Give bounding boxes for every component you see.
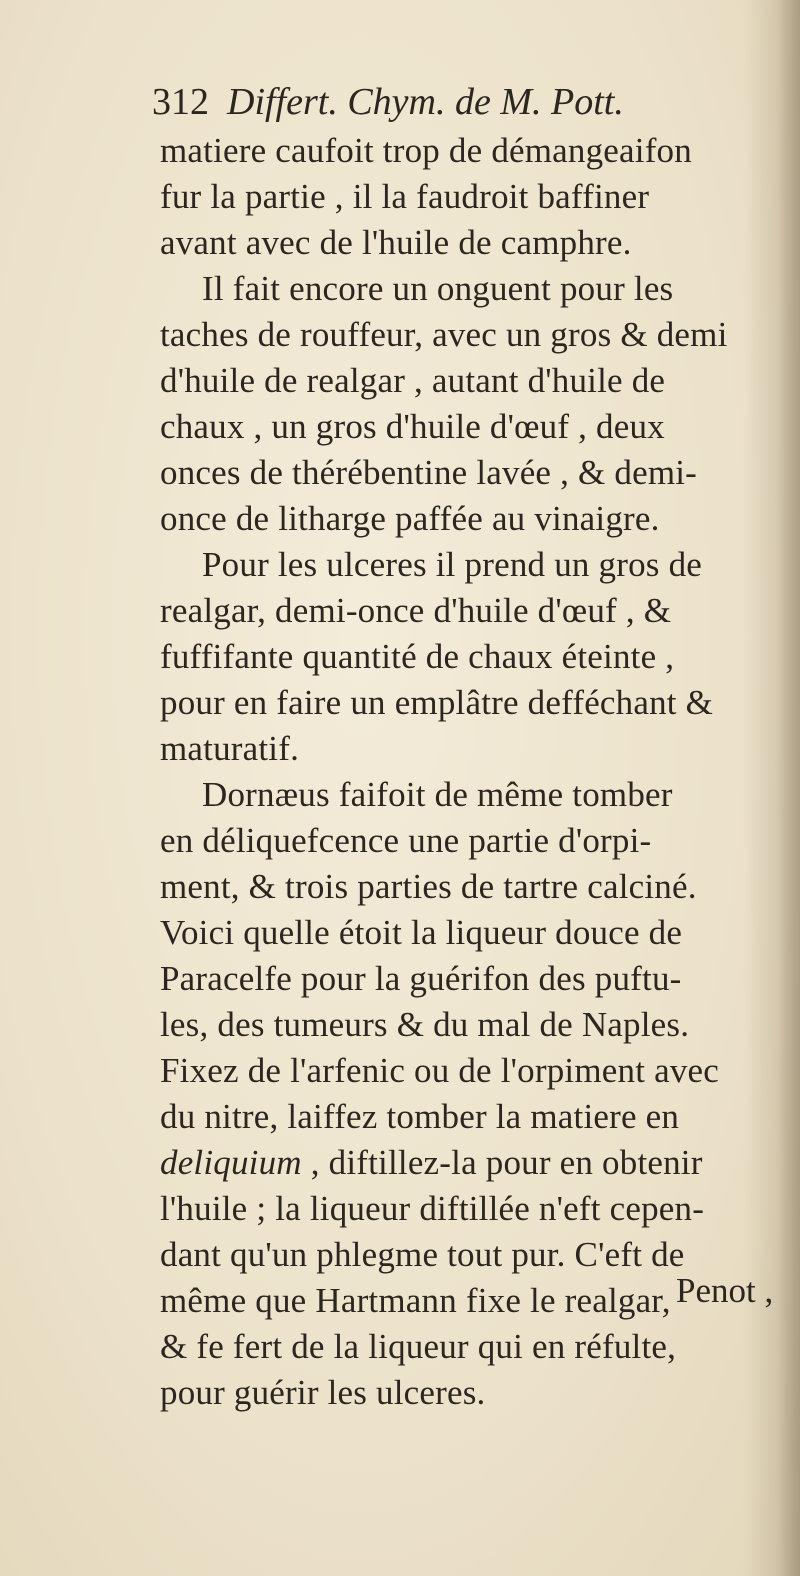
text-line: du nitre, laiffez tomber la matiere en bbox=[160, 1097, 680, 1136]
text-line: realgar, demi-once d'huile d'œuf , & bbox=[160, 591, 672, 630]
text-line: onces de thérébentine lavée , & demi- bbox=[160, 453, 698, 492]
text-line: les, des tumeurs & du mal de Naples. bbox=[160, 1005, 690, 1044]
text-line: Paracelfe pour la guérifon des puftu- bbox=[160, 959, 682, 998]
text-line: pour guérir les ulceres. bbox=[160, 1373, 486, 1412]
text-line: en déliquefcence une partie d'orpi- bbox=[160, 821, 652, 860]
text-line: maturatif. bbox=[160, 729, 300, 768]
text-line: pour en faire un emplâtre defféchant & bbox=[160, 683, 714, 722]
text-line: fuffifante quantité de chaux éteinte , bbox=[160, 637, 675, 676]
body-text bbox=[160, 128, 790, 1416]
running-title: Differt. Chym. de M. Pott. bbox=[227, 81, 624, 123]
text-line: fur la partie , il la faudroit baffiner bbox=[160, 177, 650, 216]
paragraph-start-line: Il fait encore un onguent pour les bbox=[202, 269, 674, 308]
running-head bbox=[152, 78, 712, 126]
paragraph-start-line: Dornæus faifoit de même tomber bbox=[202, 775, 673, 814]
paragraph-start-line: Pour les ulceres il prend un gros de bbox=[202, 545, 703, 584]
text-line: matiere caufoit trop de démangeaifon bbox=[160, 131, 692, 170]
text-line: dant qu'un phlegme tout pur. C'eft de bbox=[160, 1235, 685, 1274]
text-line: once de litharge paffée au vinaigre. bbox=[160, 499, 660, 538]
text-line: l'huile ; la liqueur diftillée n'eft cepen- bbox=[160, 1189, 705, 1228]
catchword: Penot , bbox=[676, 1271, 774, 1310]
text-line: & fe fert de la liqueur qui en réfulte, bbox=[160, 1327, 677, 1366]
text-line: ment, & trois parties de tartre calciné. bbox=[160, 867, 697, 906]
text-line: d'huile de realgar , autant d'huile de bbox=[160, 361, 666, 400]
text-line: chaux , un gros d'huile d'œuf , deux bbox=[160, 407, 665, 446]
text-line: Voici quelle étoit la liqueur douce de bbox=[160, 913, 683, 952]
page-number: 312 bbox=[152, 81, 209, 123]
text-line: taches de rouffeur, avec un gros & demi bbox=[160, 315, 728, 354]
text-line: même que Hartmann fixe le realgar, bbox=[160, 1281, 671, 1320]
text-line: avant avec de l'huile de camphre. bbox=[160, 223, 632, 262]
text-line: deliquium , diftillez-la pour en obtenir bbox=[160, 1143, 703, 1182]
text-line: Fixez de l'arfenic ou de l'orpiment avec bbox=[160, 1051, 719, 1090]
italic-term: deliquium bbox=[160, 1143, 302, 1182]
